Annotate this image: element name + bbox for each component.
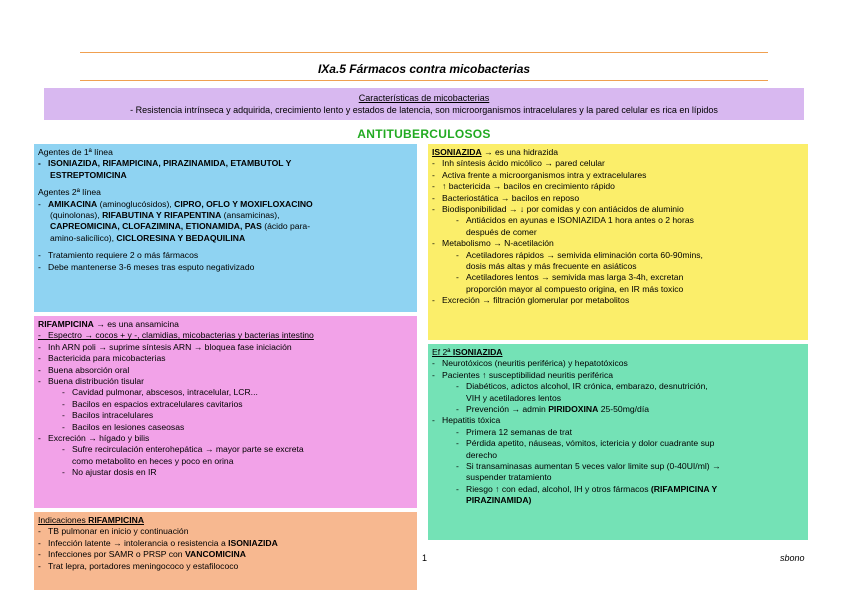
rifampicina-heading: RIFAMPICINA → es una ansamicina bbox=[38, 319, 179, 329]
ind-l1: - TB pulmonar en inicio y continuación bbox=[38, 526, 189, 537]
characteristics-box bbox=[44, 88, 804, 120]
second-line-1: - AMIKACINA (aminoglucósidos), CIPRO, OFLO Y MOXIFLOXACINO bbox=[38, 198, 313, 209]
side-effects-box bbox=[428, 344, 808, 540]
iso-l6c: - Acetiladores lentos → semivida mas larga 3-4h, excretan bbox=[456, 272, 684, 283]
rif-l2: - Inh ARN poli → suprime síntesis ARN → bloquea fase iniciación bbox=[38, 341, 292, 352]
se-l2b: VIH y acetiladores lentos bbox=[466, 392, 562, 403]
rif-l5d: - Bacilos en lesiones caseosas bbox=[62, 421, 185, 432]
iso-l5a: - Antiácidos en ayunas e ISONIAZIDA 1 hora antes o 2 horas bbox=[456, 215, 694, 226]
iso-l6a: - Acetiladores rápidos → semivida eliminación corta 60-90mins, bbox=[456, 249, 703, 260]
first-line-drugs-2: ESTREPTOMICINA bbox=[50, 169, 127, 180]
iso-l1: - Inh síntesis ácido micólico → pared celular bbox=[432, 158, 605, 169]
se-l2: - Pacientes ↑ susceptibilidad neuritis periférica bbox=[432, 369, 614, 380]
rifampicina-box bbox=[34, 316, 417, 508]
indications-heading: Indicaciones RIFAMPICINA bbox=[38, 515, 145, 525]
top-divider bbox=[80, 52, 768, 53]
characteristics-text: - Resistencia intrínseca y adquirida, crecimiento lento y estados de latencia, son microorganismos intracelulares y la pared celular es rica en lípidos bbox=[130, 105, 718, 115]
first-line-drugs: - ISONIAZIDA, RIFAMPICINA, PIRAZINAMIDA, ETAMBUTOL Y bbox=[38, 158, 292, 169]
section-title: ANTITUBERCULOSOS bbox=[357, 127, 491, 141]
treatment-line-1: - Tratamiento requiere 2 o más fármacos bbox=[38, 250, 199, 261]
iso-l6b: dosis más altas y más frecuente en asiáticos bbox=[466, 261, 637, 272]
author: sbono bbox=[780, 553, 805, 563]
iso-l4: - Bacteriostática → bacilos en reposo bbox=[432, 192, 580, 203]
iso-l5b: después de comer bbox=[466, 226, 537, 237]
ind-l4: - Trat lepra, portadores meningococo y estafilococo bbox=[38, 560, 239, 571]
ind-l2: - Infección latente → intolerancia o resistencia a ISONIAZIDA bbox=[38, 537, 278, 548]
se-l3f: - Riesgo ↑ con edad, alcohol, IH y otros fármacos (RIFAMPICINA Y bbox=[456, 483, 718, 494]
iso-l5: - Biodisponibilidad → ↓ por comidas y con antiácidos de aluminio bbox=[432, 204, 684, 215]
se-l3: - Hepatitis tóxica bbox=[432, 415, 501, 426]
side-effects-heading: Ef 2ª ISONIAZIDA bbox=[432, 347, 503, 357]
page-number: 1 bbox=[422, 553, 428, 563]
page-title: IXa.5 Fármacos contra micobacterias bbox=[317, 62, 531, 76]
second-line-4: amino-salicílico), CICLORESINA Y BEDAQUILINA bbox=[50, 232, 246, 243]
rif-l6b: como metabolito en heces y poco en orina bbox=[72, 455, 234, 466]
second-line-3: CAPREOMICINA, CLOFAZIMINA, ETIONAMIDA, PAS (ácido para- bbox=[50, 221, 311, 232]
isoniazida-heading: ISONIAZIDA → es una hidrazida bbox=[432, 147, 559, 157]
rif-l5: - Buena distribución tisular bbox=[38, 376, 145, 387]
se-l3e: suspender tratamiento bbox=[466, 472, 552, 483]
iso-l3: - ↑ bactericida → bacilos en crecimiento rápido bbox=[432, 181, 615, 192]
se-l3a: - Primera 12 semanas de trat bbox=[456, 426, 573, 437]
iso-l7: - Excreción → filtración glomerular por metabolitos bbox=[432, 295, 630, 306]
rif-l5c: - Bacilos intracelulares bbox=[62, 410, 154, 421]
title-divider bbox=[80, 80, 768, 81]
isoniazida-box bbox=[428, 144, 808, 340]
se-l1: - Neurotóxicos (neuritis periférica) y hepatotóxicos bbox=[432, 358, 628, 369]
rif-l6: - Excreción → hígado y bilis bbox=[38, 433, 150, 444]
se-l3g: PIRAZINAMIDA) bbox=[466, 495, 532, 506]
se-l3c: derecho bbox=[466, 449, 498, 460]
rif-l6c: - No ajustar dosis en IR bbox=[62, 467, 157, 478]
iso-l2: - Activa frente a microorganismos intra y extracelulares bbox=[432, 169, 647, 180]
rif-l3: - Bactericida para micobacterias bbox=[38, 353, 166, 364]
iso-l6d: proporción mayor al compuesto origina, en IR más toxico bbox=[466, 283, 684, 294]
second-line-2: (quinolonas), RIFABUTINA Y RIFAPENTINA (ansamicinas), bbox=[50, 210, 280, 221]
se-l2c: - Prevención → admin PIRIDOXINA 25-50mg/día bbox=[456, 404, 649, 415]
treatment-line-2: - Debe mantenerse 3-6 meses tras esputo negativizado bbox=[38, 261, 255, 272]
agents-box bbox=[34, 144, 417, 312]
characteristics-title: Características de micobacterias bbox=[358, 93, 490, 103]
iso-l6: - Metabolismo → N-acetilación bbox=[432, 238, 554, 249]
se-l3b: - Pérdida apetito, náuseas, vómitos, ictericia y dolor cuadrante sup bbox=[456, 438, 715, 449]
first-line-title: Agentes de 1ª línea bbox=[38, 147, 113, 157]
second-line-title: Agentes 2ª línea bbox=[38, 187, 101, 198]
se-l2a: - Diabéticos, adictos alcohol, IR crónica, embarazo, desnutrición, bbox=[456, 381, 708, 392]
rif-l5b: - Bacilos en espacios extracelulares cavitarios bbox=[62, 398, 243, 409]
ind-l3: - Infecciones por SAMR o PRSP con VANCOMICINA bbox=[38, 549, 246, 560]
rif-l1: - Espectro → cocos + y -, clamidias, micobacterias y bacterias intestino bbox=[38, 330, 314, 341]
rif-l4: - Buena absorción oral bbox=[38, 364, 130, 375]
se-l3d: - Si transaminasas aumentan 5 veces valor limite sup (0-40UI/ml) → bbox=[456, 461, 721, 472]
rif-l6a: - Sufre recirculación enterohepática → mayor parte se excreta bbox=[62, 444, 304, 455]
indications-box bbox=[34, 512, 417, 590]
rif-l5a: - Cavidad pulmonar, abscesos, intracelular, LCR... bbox=[62, 387, 258, 398]
